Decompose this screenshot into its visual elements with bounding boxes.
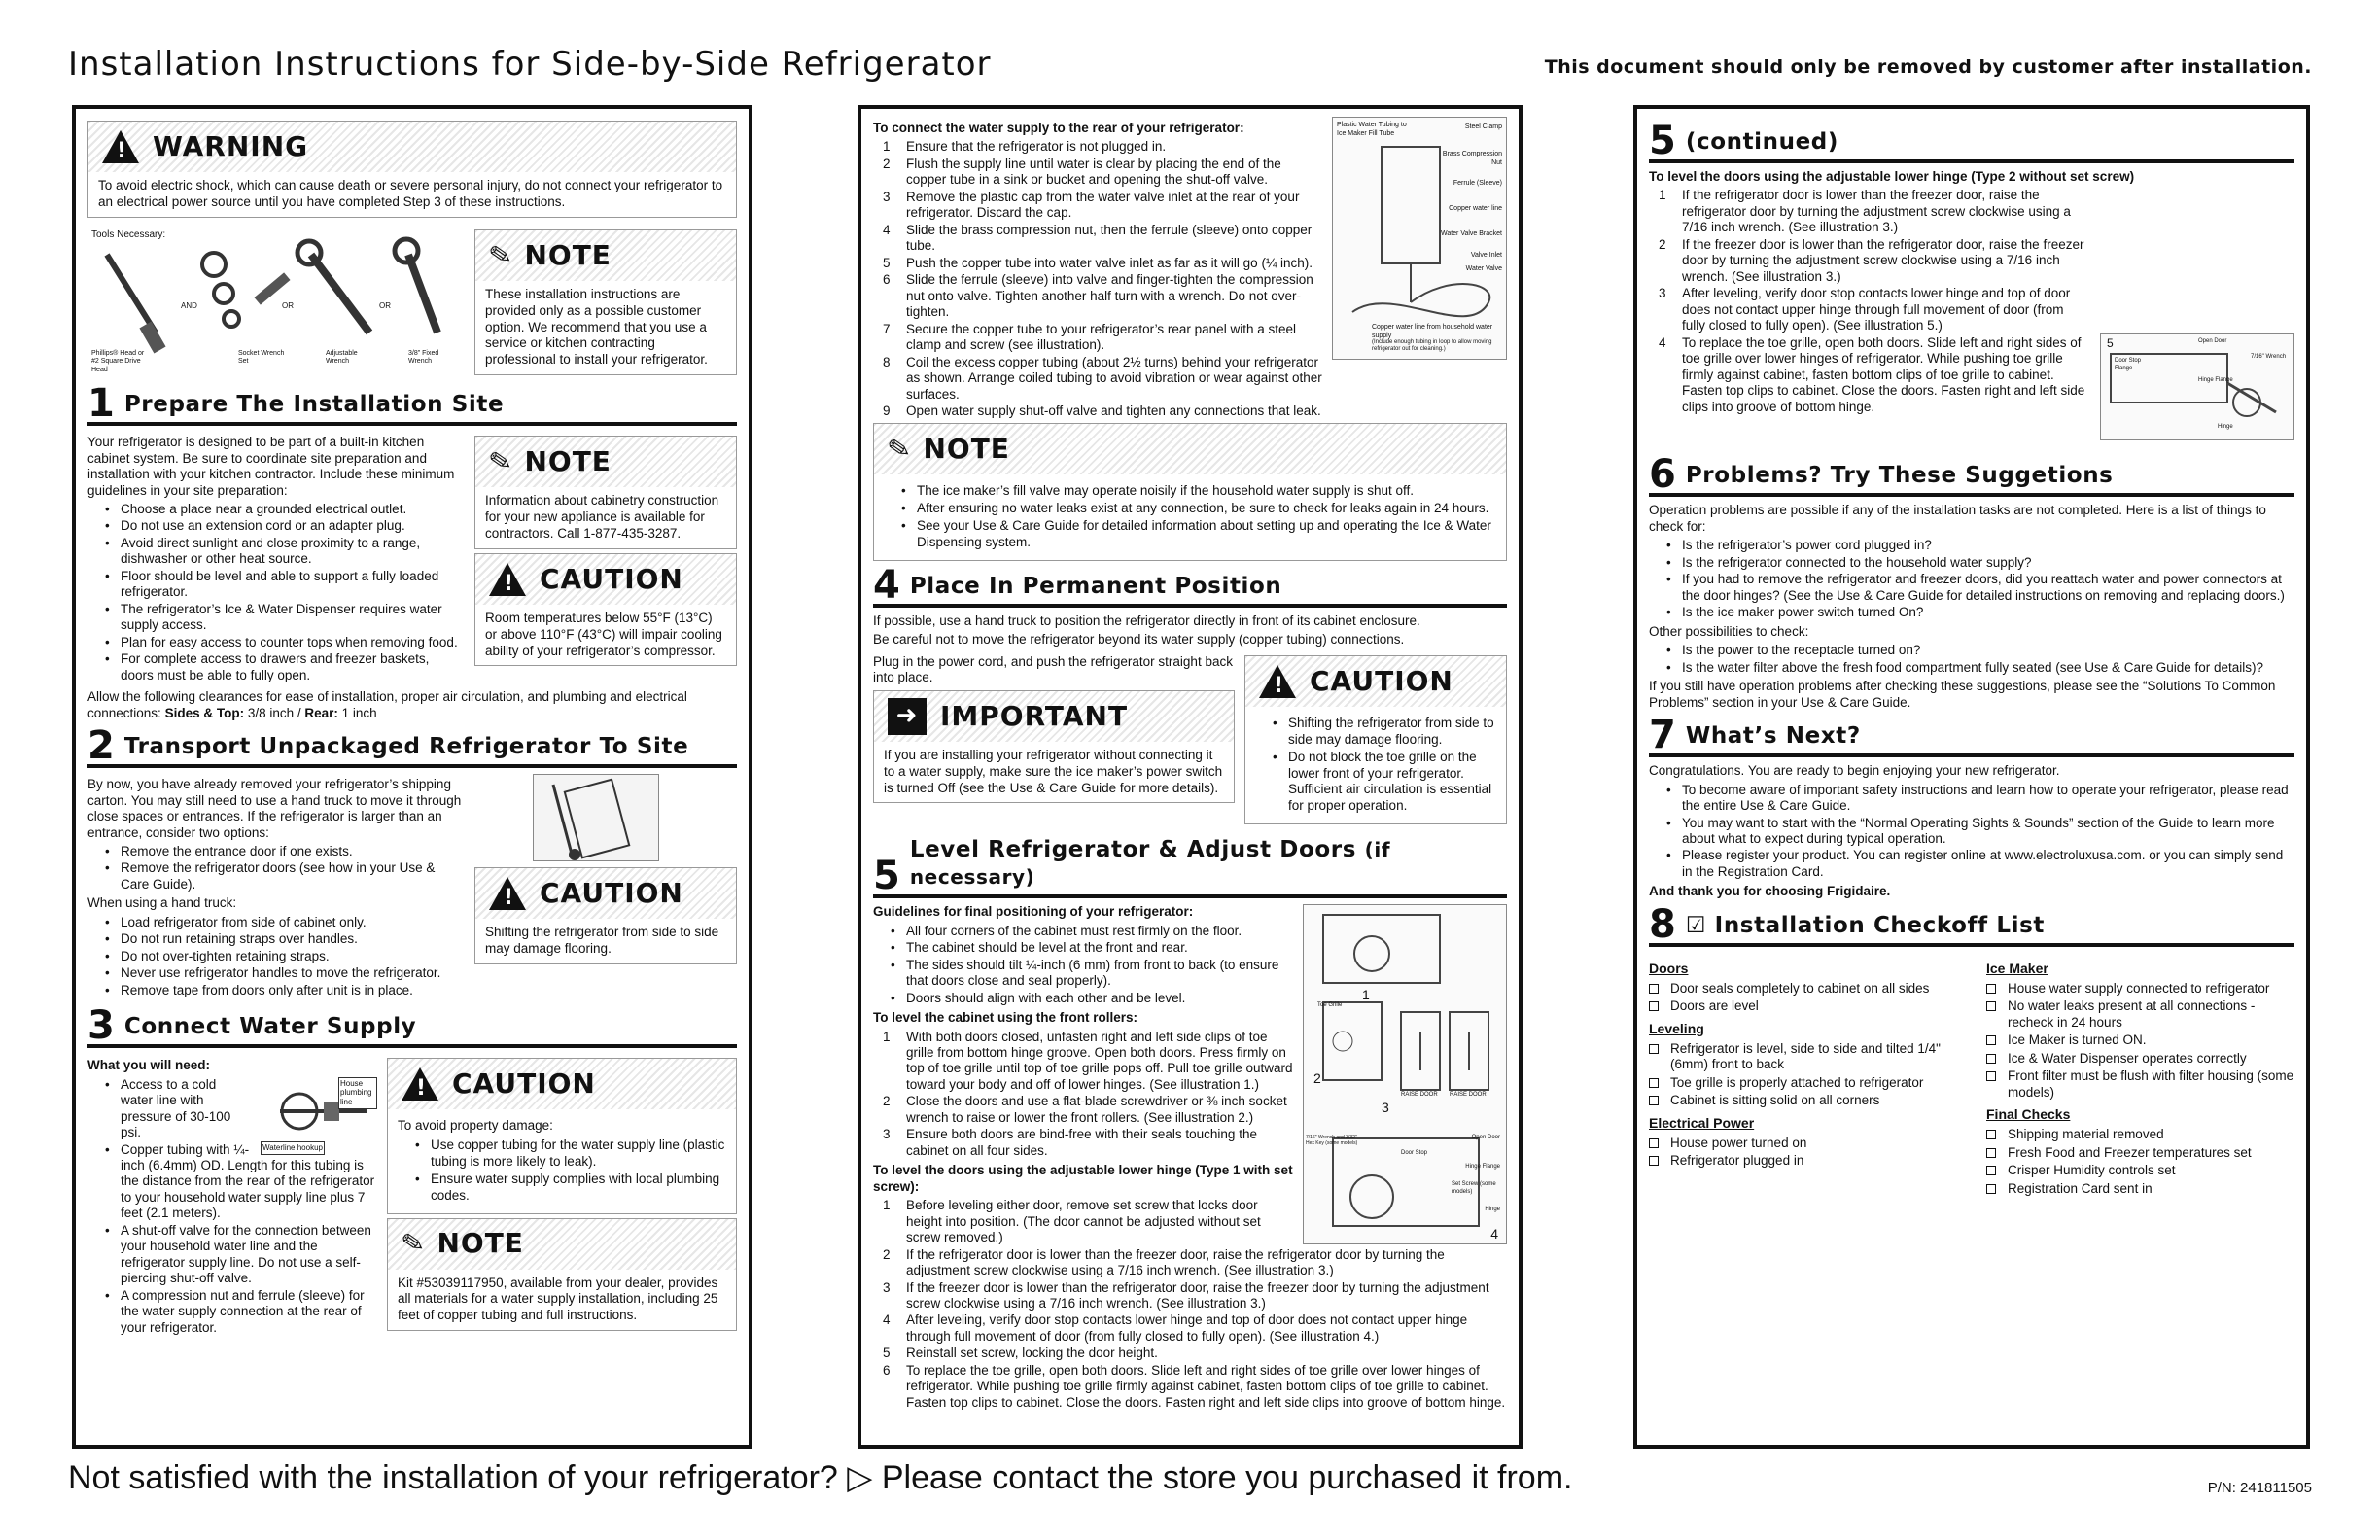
section-2-heading: 2 Transport Unpackaged Refrigerator To Site: [88, 729, 737, 768]
checkbox[interactable]: [1986, 984, 1996, 994]
hinge-illustration-5: 5 Open Door Door Stop Flange 7/16" Wrench Hinge Flange Hinge: [2100, 333, 2294, 440]
checkoff-item: [1986, 1145, 2294, 1161]
section-3-heading: 3 Connect Water Supply: [88, 1009, 737, 1048]
warning-box: [88, 121, 737, 218]
removal-notice: This document should only be removed by customer after installation.: [1544, 56, 2312, 78]
checkbox[interactable]: [1986, 1148, 1996, 1158]
checkoff-group-heading: Electrical Power: [1649, 1114, 1755, 1131]
column-right: 5 (continued) To level the doors using the adjustable lower hinge (Type 2 without set screw) 5 Open Door Door Stop Flange 7/16" Wrench Hinge Flange Hinge 1 If the refrigerator door is lower than the freezer door, raise the refrigerator door by turning the adjustment screw clockwise using a 7/16 inch wrench. (See illustration 3.) 2 If the freezer door is lower than the refrigerator door, raise the freezer door by turning the adjustment screw clockwise using a 7/16 inch wrench. (See illustration 3.) 3 After leveling, verify door stop contacts lower hinge and top of door does not contact upper hinge through full movement of door (from fully closed to fully open). (See illustration 5.) 4 To replace the toe grille, open both doors. Slide left and right sides of toe grille over lower hinges of refrigerator. While pushing toe grille firmly against cabinet, fasten bottom clips of toe grille to cabinet. Fasten top clips to cabinet. Close the doors. Fasten right and left side clips into groove of bottom hinge. 6 Problems? Try These Suggetions Operation problems are possible if any of the installation tasks are not completed. Here is a list of things to check for: • Is the refrigerator’s power cord plugged in? • Is the refrigerator connected to the household water supply? • If you had to remove the refrigerator and freezer doors, did you reattach water and power connectors at the door hinges? (See the Use & Care Guide for detailed instructions on removing and replacing doors.) • Is the ice maker power switch turned On? Other possibilities to check: • Is the power to the receptacle turned on? • Is the water filter above the fresh food compartment fully seated (see Use & Care Guide for details)? If you still have operation problems after checking these suggestions, please see the “Solutions To Common Problems” section in your Use & Care Guide. 7 What’s Next? Congratulations. You are ready to begin enjoying your new refrigerator. • To become aware of important safety instructions and learn how to operate your refrigerator, please read the entire Use & Care Guide. • You may want to start with the “Normal Operating Sights & Sounds” section of the Guide to learn more about what to expect during typical operation. • Please register your product. You can register online at www.electroluxusa.com. or you can simply send in the Registration Card. And thank you for choosing Frigidaire. 8 ☑ Installation Checkoff List Doors Door seals completely to cabinet on all sides Doors are level Leveling Refrigerator is level, side to side and tilted 1/4" (6mm) front to back Toe grille is properly attached to refrigerator Cabinet is sitting solid on all corners Electrical Power House power turned on Refrigerator plugged in Ice Maker House water supply connected to refrigerator No water leaks present at all connections - recheck in 24 hours Ice Maker is turned ON. Ice & Water Dispenser operates correctly Front filter must be flush with filter housing (some models) Final Checks Shipping material removed Fresh Food and Freezer temperatures set Crisper Humidity controls set Registration Card sent in: [1633, 105, 2310, 1449]
checkoff-item-label: Shipping material removed: [2008, 1127, 2164, 1142]
checkbox[interactable]: [1986, 1184, 1996, 1194]
caution-box-3: ! CAUTION To avoid property damage: • Use copper tubing for the water supply line (plastic tubing is more likely to leak). • Ensure water supply complies with local plumbing codes.: [387, 1058, 737, 1213]
checkoff-item-label: Door seals completely to cabinet on all sides: [1670, 980, 1930, 996]
caution-icon: !: [489, 877, 526, 910]
hand-truck-illustration: [533, 774, 659, 861]
checkoff-item-label: Crisper Humidity controls set: [2008, 1163, 2176, 1178]
checkbox[interactable]: [1649, 1156, 1659, 1166]
note-icon: ✎: [885, 431, 915, 468]
caution-icon: !: [402, 1068, 438, 1101]
note-icon: ✎: [486, 443, 516, 479]
checkoff-item-label: House power turned on: [1670, 1135, 1807, 1150]
checkoff-item-label: Ice & Water Dispenser operates correctly: [2008, 1050, 2247, 1066]
checkoff-group-heading: Ice Maker: [1986, 960, 2048, 976]
waterline-illustration: House plumbing line Waterline hookup: [261, 1077, 377, 1155]
checkoff-item: [1649, 1093, 1957, 1108]
checkbox[interactable]: [1986, 1001, 1996, 1011]
warning-text: To avoid electric shock, which can cause death or severe personal injury, do not connect your refrigerator to an electrical power source until you have completed Step 3 of these instructions.: [98, 178, 723, 209]
checkoff-item: [1649, 1153, 1957, 1169]
page-title: Installation Instructions for Side-by-Side Refrigerator: [68, 45, 992, 84]
column-middle: Steel Clamp Brass Compression Nut Ferrule (Sleeve) Copper water line Water Valve Bracket Valve Inlet Water Valve Plastic Water Tubing to Ice Maker Fill Tube Copper water line from household water supply (Include enough tubing in loop to allow moving refrigerator out for cleaning.) To connect the water supply to the rear of your refrigerator: 1 Ensure that the refrigerator is not plugged in. 2 Flush the supply line until water is clear by placing the end of the copper tube in a sink or bucket and opening the shut-off valve. 3 Remove the plastic cap from the water valve inlet at the rear of your refrigerator. Discard the cap. 4 Slide the brass compression nut, then the ferrule (sleeve) onto copper tube. 5 Push the copper tube into water valve inlet as far as it will go (¼ inch). 6 Slide the ferrule (sleeve) into valve and finger-tighten the compression nut onto valve. Tighten another half turn with a wrench. Do not over-tighten. 7 Secure the copper tube to your refrigerator’s rear panel with a steel clamp and screw (see illustration). 8 Coil the excess copper tubing (about 2½ turns) behind your refrigerator as shown. Arrange coiled tubing to avoid vibration or wear against other surfaces. 9 Open water supply shut-off valve and tighten any connections that leak. ✎ NOTE • The ice maker’s fill valve may operate noisily if the household water supply is shut off. • After ensuring no water leaks exist at any connection, be sure to check for leaks again in 24 hours. • See your Use & Care Guide for detailed information about setting up and operating the Ice & Water Dispensing system. 4 Place In Permanent Position If possible, use a hand truck to position the refrigerator directly in front of its cabinet enclosure. Be careful not to move the refrigerator beyond its water supply (copper tubing) connections. Plug in the power cord, and push the refrigerator straight back into place. ➜ IMPORTANT If you are installing your refrigerator without connecting it to a water supply, make sure the ice maker’s power switch is turned Off (see the Use & Care Guide for more details). ! CAUTION • Shifting the refrigerator from side to side may damage flooring. • Do not block the toe grille on the lower front of your refrigerator. Sufficient air circulation is essential for proper operation. 5 Level Refrigerator & Adjust Doors (if necessary) 1 2 3 4 RAISE DOOR RAISE DOOR Toe Grille Open Door Door Stop Hinge Flange Set Screw (some models) Hinge 7/16" Wrench and 3/32" Hex Key (some models) Guidelines for final positioning of your refrigerator: • All four corners of the cabinet must rest firmly on the floor. • The cabinet should be level at the front and rear. • The sides should tilt ¼-inch (6 mm) from front to back (to ensure that doors close and seal properly). • Doors should align with each other and be level. To level the cabinet using the front rollers: 1 With both doors closed, unfasten right and left side clips of toe grille from bottom hinge groove. Open both doors. Press firmly on top of toe grille until top of toe grille pops off. Pull toe grille outward toward your body and off of lower hinges. (See illustration 1.) 2 Close the doors and use a flat-blade screwdriver or ⅜ inch socket wrench to raise or lower the front rollers. (See illustration 2.) 3 Ensure both doors are bind-free with their seals touching the cabinet on all four sides. To level the doors using the adjustable lower hinge (Type 1 with set screw): 1 Before leveling either door, remove set screw that locks door height into position. (The door cannot be adjusted without set screw removed.) 2 If the refrigerator door is lower than the freezer door, raise the refrigerator door by turning the adjustment screw clockwise using a 7/16 inch wrench. (See illustration 3.) 3 If the freezer door is lower than the refrigerator door, raise the freezer door by turning the adjustment screw clockwise using a 7/16 inch wrench. (See illustration 3.) 4 After leveling, verify door stop contacts lower hinge and top of door does not contact upper hinge through full movement of door (from fully closed to fully open). (See illustration 4.) 5 Reinstall set screw, locking the door height. 6 To replace the toe grille, open both doors. Slide left and right sides of toe grille over lower hinges of refrigerator. While pushing toe grille firmly against cabinet, fasten bottom clips of toe grille to cabinet. Fasten top clips to cabinet. Close the doors. Fasten right and left side clips into groove of bottom hinge.: [858, 105, 1522, 1449]
section-4-heading: 4 Place In Permanent Position: [873, 569, 1507, 608]
warning-label: WARNING: [153, 129, 309, 162]
caution-icon: !: [1259, 665, 1296, 698]
caution-box-1: ! CAUTION Room temperatures below 55°F (13°C) or above 110°F (43°C) will impair cooling ability of your refrigerator’s compressor.: [474, 553, 737, 667]
site-guidelines-list: • Choose a place near a grounded electrical outlet. • Do not use an extension cord or an adapter plug. • Avoid direct sunlight and close proximity to a range, dishwasher or other heat source. • Floor should be level and able to support a fully loaded refrigerator. • The refrigerator’s Ice & Water Dispenser requires water supply access. • Plan for easy access to counter tops when removing food. • For complete access to drawers and freezer baskets, doors must be able to fully open.: [121, 502, 465, 683]
note-box-3: ✎ NOTE Kit #53039117950, available from your dealer, provides all materials for a water supply installation, including 25 feet of copper tubing and full instructions.: [387, 1218, 737, 1332]
caution-box-2: ! CAUTION Shifting the refrigerator from side to side may damage flooring.: [474, 867, 737, 964]
section-5-heading: 5 Level Refrigerator & Adjust Doors (if necessary): [873, 836, 1507, 898]
leveling-illustrations: 1 2 3 4 RAISE DOOR RAISE DOOR Toe Grille Open Door Door Stop Hinge Flange Set Screw (some models) Hinge 7/16" Wrench and 3/32" Hex Key (some models): [1303, 904, 1507, 1244]
checkoff-item-label: Doors are level: [1670, 998, 1759, 1014]
note-box-2: ✎ NOTE Information about cabinetry construction for your new appliance is available for contractors. Call 1-877-435-3287.: [474, 436, 737, 549]
checkoff-item: [1649, 998, 1957, 1014]
water-steps-list: 1 Ensure that the refrigerator is not plugged in. 2 Flush the supply line until water is clear by placing the end of the copper tube in a sink or bucket and opening the shut-off valve. 3 Remove the plastic cap from the water valve inlet at the rear of your refrigerator. Discard the cap. 4 Slide the brass compression nut, then the ferrule (sleeve) onto copper tube. 5 Push the copper tube into water valve inlet as far as it will go (¼ inch). 6 Slide the ferrule (sleeve) into valve and finger-tighten the compression nut onto valve. Tighten another half turn with a wrench. Do not over-tighten. 7 Secure the copper tube to your refrigerator’s rear panel with a steel clamp and screw (see illustration). 8 Coil the excess copper tubing (about 2½ turns) behind your refrigerator as shown. Arrange coiled tubing to avoid vibration or wear against other surfaces. 9 Open water supply shut-off valve and tighten any connections that leak.: [883, 139, 1322, 418]
arrow-icon: ➜: [888, 698, 927, 735]
caution-icon: !: [489, 563, 526, 596]
note-icon: ✎: [486, 236, 516, 273]
checkoff-item: [1649, 1041, 1957, 1073]
checkbox[interactable]: [1649, 1078, 1659, 1088]
checkoff-item: [1986, 1032, 2294, 1048]
important-box: ➜ IMPORTANT If you are installing your refrigerator without connecting it to a water supply, make sure the ice maker’s power switch is turned Off (see the Use & Care Guide for more details).: [873, 690, 1235, 804]
checkoff-item: [1986, 981, 2294, 997]
checkoff-item-label: Ice Maker is turned ON.: [2008, 1032, 2147, 1048]
checkoff-group-heading: Leveling: [1649, 1020, 1704, 1036]
checkoff-item: [1986, 1181, 2294, 1197]
checkoff-group-heading: Doors: [1649, 960, 1689, 976]
checkbox[interactable]: [1649, 1096, 1659, 1105]
checkoff-item-label: Refrigerator plugged in: [1670, 1153, 1804, 1169]
checkoff-item-label: Front filter must be flush with filter housing (some models): [2008, 1068, 2294, 1100]
column-left: ! WARNING To avoid electric shock, which can cause death or severe personal injury, do not connect your refrigerator to an electrical power source until you have completed Step 3 of these instructions. Tools Necessary: Phillips® Head or #2 Square Drive Head AND Socket Wrench Set OR Adjustable Wrench OR 3/8" Fixed Wrench ✎ NOTE These installation instructions are provided only as a possible customer option. We recommend that you use a service or kitchen contracting professional to install your refrigerator. 1 Prepare The Installation Site Your refrigerator is designed to be part of a built-in kitchen cabinet system. Be sure to coordinate site preparation and installation with your kitchen contractor. Include these minimum guidelines in your site preparation: • Choose a place near a grounded electrical outlet. • Do not use an extension cord or an adapter plug. • Avoid direct sunlight and close proximity to a range, dishwasher or other heat source. • Floor should be level and able to support a fully loaded refrigerator. • The refrigerator’s Ice & Water Dispenser requires water supply access. • Plan for easy access to counter tops when removing food. • For complete access to drawers and freezer baskets, doors must be able to fully open. ✎ NOTE Information about cabinetry construction for your new appliance is available for contractors. Call 1-877-435-3287. ! CAUTION Room temperatures below 55°F (13°C) or above 110°F (43°C) will impair cooling ability of your refrigerator’s compressor. Allow the following clearances for ease of installation, proper air circulation, and plumbing and electrical connections: Sides & Top: 3/8 inch / Rear: 1 inch 2 Transport Unpackaged Refrigerator To Site By now, you have already removed your refrigerator’s shipping carton. You may still need to use a hand truck to move it through close spaces or entrances. If the refrigerator is larger than an entrance, consider two options: • Remove the entrance door if one exists. • Remove the refrigerator doors (see how in your Use & Care Guide). When using a hand truck: • Load refrigerator from side of cabinet only. • Do not run retaining straps over handles. • Do not over-tighten retaining straps. • Never use refrigerator handles to move the refrigerator. • Remove tape from doors only after unit is in place. ! CAUTION Shifting the refrigerator from side to side may damage flooring. 3 Connect Water Supply What you will need: House plumbing line Waterline hookup • Access to a cold water line with pressure of 30-100 psi. • Copper tubing with ¼-inch (6.4mm) OD. Length for this tubing is the distance from the rear of the refrigerator to your household water supply line plus 7 feet (2.1 meters). • A shut-off valve for the connection between your household water line and the refrigerator supply line. Do not use a self-piercing shut-off valve. • A compression nut and ferrule (sleeve) for the water supply connection at the rear of your refrigerator. ! CAUTION To avoid property damage: • Use copper tubing for the water supply line (plastic tubing is more likely to leak). • Ensure water supply complies with local plumbing codes. ✎ NOTE Kit #53039117950, available from your dealer, provides all materials for a water supply installation, including 25 feet of copper tubing and full instructions.: [72, 105, 752, 1449]
checkoff-list: [1649, 955, 2294, 1199]
checkoff-item-label: No water leaks present at all connections - recheck in 24 hours: [2008, 998, 2256, 1030]
checkbox[interactable]: [1649, 1138, 1659, 1148]
note-box-4: ✎ NOTE • The ice maker’s fill valve may operate noisily if the household water supply is shut off. • After ensuring no water leaks exist at any connection, be sure to check for leaks again in 24 hours. • See your Use & Care Guide for detailed information about setting up and operating the Ice & Water Dispensing system.: [873, 423, 1507, 561]
checkoff-item: [1986, 998, 2294, 1031]
checkoff-item-label: Cabinet is sitting solid on all corners: [1670, 1093, 1880, 1108]
checkoff-item-label: Registration Card sent in: [2008, 1180, 2152, 1196]
caution-box-4: ! CAUTION • Shifting the refrigerator from side to side may damage flooring. • Do not block the toe grille on the lower front of your refrigerator. Sufficient air circulation is essential for proper operation.: [1244, 655, 1507, 824]
checkbox[interactable]: [1986, 1166, 1996, 1175]
tools-label: Tools Necessary:: [91, 228, 166, 240]
checkoff-group-heading: Final Checks: [1986, 1106, 2071, 1123]
section-6-heading: 6 Problems? Try These Suggetions: [1649, 458, 2294, 497]
section-1-heading: 1 Prepare The Installation Site: [88, 387, 737, 426]
section-5-continued-heading: 5 (continued): [1649, 124, 2294, 163]
warning-icon: !: [102, 130, 139, 163]
checkbox[interactable]: [1649, 1044, 1659, 1054]
checkoff-item: [1986, 1068, 2294, 1101]
water-valve-illustration: Steel Clamp Brass Compression Nut Ferrule (Sleeve) Copper water line Water Valve Bracket Valve Inlet Water Valve Plastic Water Tubing to Ice Maker Fill Tube Copper water line from household water supply (Include enough tubing in loop to allow moving refrigerator out for cleaning.): [1332, 117, 1507, 360]
checkoff-item: [1649, 1136, 1957, 1151]
tools-illustration: Tools Necessary: Phillips® Head or #2 Square Drive Head AND Socket Wrench Set OR Adjustable Wrench OR 3/8" Fixed Wrench: [88, 226, 465, 371]
checkoff-item: [1986, 1163, 2294, 1178]
checkoff-item-label: Fresh Food and Freezer temperatures set: [2008, 1144, 2252, 1160]
checkoff-item: [1649, 981, 1957, 997]
checkbox[interactable]: [1986, 1035, 1996, 1045]
checkbox[interactable]: [1986, 1130, 1996, 1139]
checkoff-item: [1986, 1127, 2294, 1142]
checkbox[interactable]: [1649, 1001, 1659, 1011]
checkbox[interactable]: [1649, 984, 1659, 994]
checkoff-item-label: Refrigerator is level, side to side and tilted 1/4" (6mm) front to back: [1670, 1040, 1941, 1072]
checkoff-item: [1649, 1075, 1957, 1091]
checkbox[interactable]: [1986, 1071, 1996, 1081]
note-box-1: ✎ NOTE These installation instructions are provided only as a possible customer option. We recommend that you use a service or kitchen contracting professional to install your refrigerator.: [474, 229, 737, 375]
note-icon: ✎: [399, 1225, 429, 1262]
checkoff-item-label: Toe grille is properly attached to refrigerator: [1670, 1074, 1924, 1090]
section-8-heading: 8 ☑ Installation Checkoff List: [1649, 908, 2294, 947]
checkbox[interactable]: [1986, 1054, 1996, 1064]
part-number: P/N: 241811505: [2207, 1480, 2312, 1496]
checkoff-item: [1986, 1051, 2294, 1067]
section-7-heading: 7 What’s Next?: [1649, 718, 2294, 757]
checkoff-item-label: House water supply connected to refrigerator: [2008, 980, 2270, 996]
footer-message: Not satisfied with the installation of your refrigerator? ▷ Please contact the store you purchased it from.: [68, 1459, 1573, 1496]
